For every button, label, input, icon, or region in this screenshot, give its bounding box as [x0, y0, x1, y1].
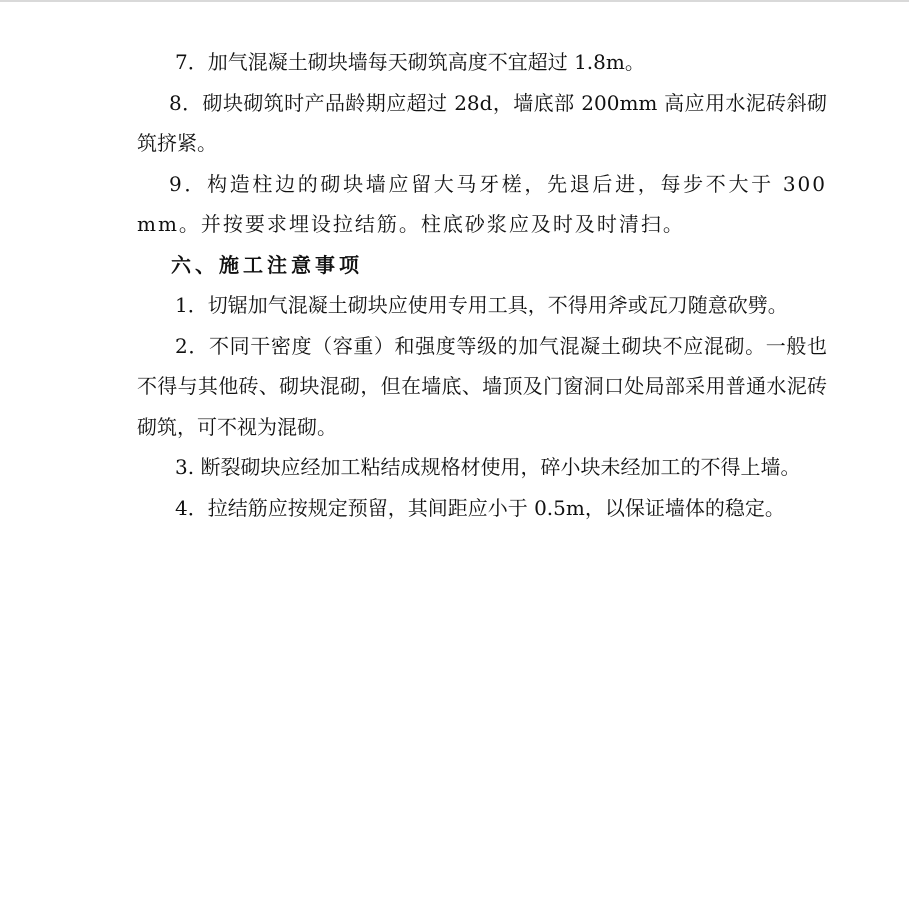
note-3: 3. 断裂砌块应经加工粘结成规格材使用，碎小块未经加工的不得上墙。 — [175, 455, 801, 479]
item-8: 8．砌块砌筑时产品龄期应超过 28d，墙底部 200mm 高应用水泥砖斜砌筑挤紧。 — [137, 90, 827, 155]
note-1: 1．切锯加气混凝土砌块应使用专用工具，不得用斧或瓦刀随意砍劈。 — [175, 293, 788, 317]
page-top-border — [0, 0, 909, 2]
item-7: 7．加气混凝土砌块墙每天砌筑高度不宜超过 1.8m。 — [175, 50, 645, 74]
note-4: 4．拉结筋应按规定预留，其间距应小于 0.5m，以保证墙体的稳定。 — [175, 495, 785, 520]
section-heading: 六、施工注意事项 — [171, 252, 363, 277]
item-9: 9．构造柱边的砌块墙应留大马牙槎，先退后进，每步不大于 300mm。并按要求埋设拉结筋。柱底砂浆应及时及时清扫。 — [137, 171, 827, 236]
document-page — [137, 42, 827, 528]
note-2: 2．不同干密度（容重）和强度等级的加气混凝土砌块不应混砌。一般也不得与其他砖、砌块混砌，但在墙底、墙顶及门窗洞口处局部采用普通水泥砖砌筑，可不视为混砌。 — [137, 333, 827, 439]
